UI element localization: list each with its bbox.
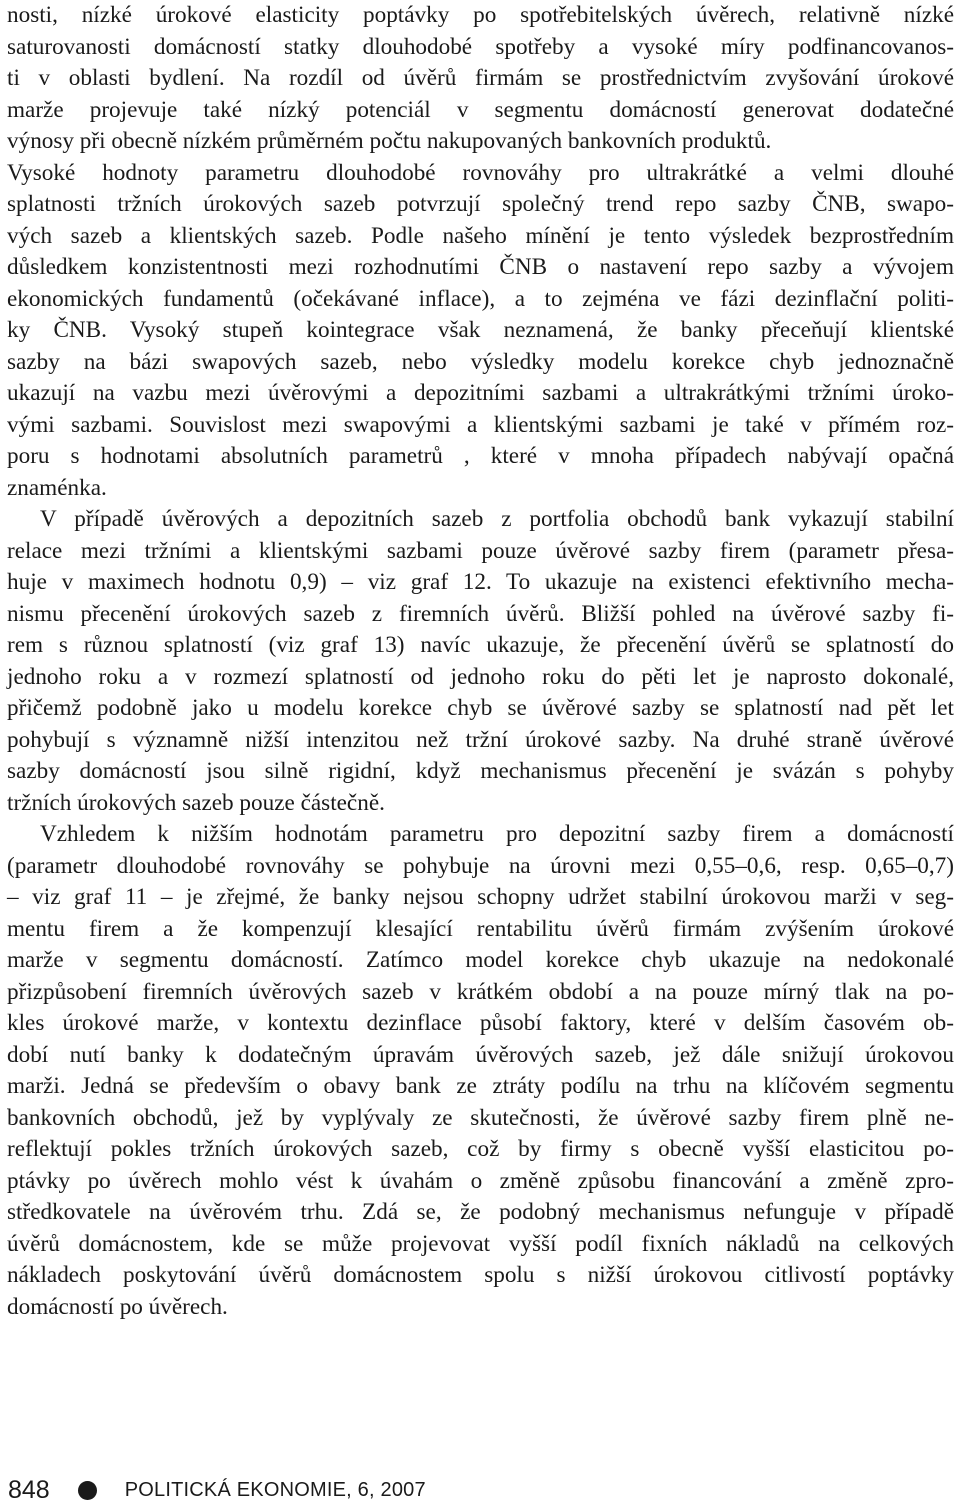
text-line: (parametr dlouhodobé rovnováhy se pohybuje na úrovni mezi 0,55–0,6, resp. 0,65–0,7) [7,852,954,879]
paragraph [7,0,954,158]
text-line: domácností po úvěrech. [7,1293,228,1320]
text-line: vými sazbami. Souvislost mezi swapovými a klientskými sazbami je také v přímém roz- [7,411,954,438]
journal-citation: POLITICKÁ EKONOMIE, 6, 2007 [124,1478,426,1501]
page-footer [8,1470,426,1510]
text-line: mentu firem a že kompenzují klesající rentabilitu úvěrů firmám zvýšením úrokové [7,915,954,942]
text-line: bankovních obchodů, jež by vyplývaly ze skutečnosti, že úvěrové sazby firem plně ne- [7,1104,954,1131]
text-line: sazby na bázi swapových sazeb, nebo výsledky modelu korekce chyb jednoznačně [7,348,954,375]
text-line: ky ČNB. Vysoký stupeň kointegrace však neznamená, že banky přeceňují klientské [7,317,954,343]
paragraph [7,819,954,1323]
text-line: ti v oblasti bydlení. Na rozdíl od úvěrů firmám se prostřednictvím zvyšování úrokové [7,65,954,91]
text-line: znaménka. [7,474,107,501]
text-line: poru s hodnotami absolutních parametrů , které v mnoha případech nabývají opačná [7,443,954,469]
text-line: nákladech poskytování úvěrů domácnostem spolu s nižší úrokovou citlivostí poptávky [7,1262,954,1288]
document-page [7,0,954,1323]
text-line: splatnosti tržních úrokových sazeb potvrzují společný trend repo sazby ČNB, swapo- [7,191,954,217]
text-line: saturovanosti domácností statky dlouhodobé spotřeby a vysoké míry podfinancovanos- [7,33,954,60]
text-line: reflektují pokles tržních úrokových sazeb, což by firmy s obecně vyšší elasticitou po- [7,1136,954,1162]
text-line: nosti, nízké úrokové elasticity poptávky po spotřebitelských úvěrech, relativně nízké [7,2,954,28]
text-line: huje v maximech hodnotu 0,9) – viz graf 12. To ukazuje na existenci efektivního mecha- [7,569,954,595]
text-line: Vzhledem k nižším hodnotám parametru pro depozitní sazby firem a domácností [40,821,954,847]
text-line: sazby domácností jsou silně rigidní, když mechanismus přecenění je svázán s pohyby [7,758,954,784]
text-line: středkovatele na úvěrovém trhu. Zdá se, že podobný mechanismus nefunguje v případě [7,1199,954,1225]
bullet-dot-icon [78,1481,97,1500]
text-line: přizpůsobení firemních úvěrových sazeb v krátkém období a na pouze mírný tlak na po- [7,978,954,1005]
text-line: ptávky po úvěrech mohlo vést k úvahám o změně způsobu financování a změně zpro- [7,1167,954,1194]
paragraph [7,504,954,819]
text-line: kles úrokové marže, v kontextu dezinflace působí faktory, které v delším časovém ob- [7,1010,954,1036]
text-line: – viz graf 11 – je zřejmé, že banky nejsou schopny udržet stabilní úrokovou marži v seg- [7,884,954,910]
text-line: dobí nutí banky k dodatečným úpravám úvěrových sazeb, jež dále snižují úrokovou [7,1041,954,1068]
text-line: Vysoké hodnoty parametru dlouhodobé rovnováhy pro ultrakrátké a velmi dlouhé [7,159,954,186]
text-line: výnosy při obecně nízkém průměrném počtu nakupovaných bankovních produktů. [7,128,772,154]
text-line: marže projevuje také nízký potenciál v segmentu domácností generovat dodatečné [7,96,954,123]
text-line: důsledkem konzistentnosti mezi rozhodnutími ČNB o nastavení repo sazby a vývojem [7,254,954,280]
text-line: rem s různou splatností (viz graf 13) navíc ukazuje, že přecenění úvěrů se splatností do [7,632,954,658]
paragraph [7,158,954,505]
text-line: vých sazeb a klientských sazeb. Podle našeho mínění je tento výsledek bezprostředním [7,222,954,249]
text-line: marži. Jedná se především o obavy bank ze ztráty podílu na trhu na klíčovém segmentu [7,1073,954,1099]
text-line: marže v segmentu domácností. Zatímco model korekce chyb ukazuje na nedokonalé [7,947,954,973]
text-line: ekonomických fundamentů (očekávané inflace), a to zejména ve fázi dezinflační politi- [7,285,954,312]
text-line: přičemž podobně jako u modelu korekce chyb se úvěrové sazby se splatností nad pět let [7,695,954,721]
text-line: tržních úrokových sazeb pouze částečně. [7,789,385,816]
page-number: 848 [8,1475,50,1504]
text-line: nismu přecenění úrokových sazeb z firemních úvěrů. Bližší pohled na úvěrové sazby fi- [7,600,954,627]
text-line: úvěrů domácnostem, kde se může projevovat vyšší podíl fixních nákladů na celkových [7,1230,954,1257]
body-text [7,0,954,1323]
text-line: ukazují na vazbu mezi úvěrovými a depozitními sazbami a ultrakrátkými tržními úroko- [7,380,954,406]
text-line: V případě úvěrových a depozitních sazeb z portfolia obchodů bank vykazují stabilní [40,506,954,532]
text-line: pohybují s významně nižší intenzitou než tržní úrokové sazby. Na druhé straně úvěrové [7,726,954,753]
text-line: relace mezi tržními a klientskými sazbami pouze úvěrové sazby firem (parametr přesa- [7,537,954,564]
text-line: jednoho roku a v rozmezí splatností od jednoho roku do pěti let je naprosto dokonalé, [7,663,954,690]
